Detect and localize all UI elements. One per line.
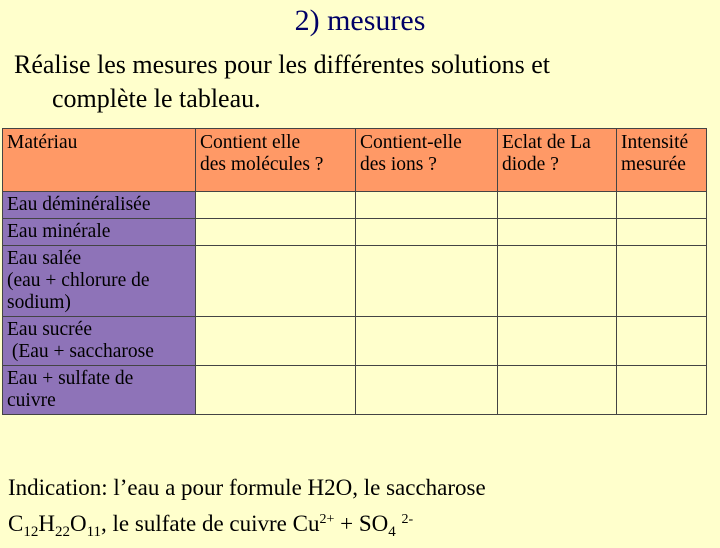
- answer-cell[interactable]: [498, 246, 617, 317]
- indication-line-2: $C_{12}H_{22}O_{11}$, le sulfate de cuivre $Cu^{2+} + SO_4$ $^{2-}$: [8, 511, 414, 540]
- answer-cell[interactable]: [196, 246, 356, 317]
- material-cell: Eau + sulfate de cuivre: [3, 366, 196, 415]
- answer-cell[interactable]: [617, 366, 707, 415]
- header-molecules: Contient elle des molécules ?: [196, 129, 356, 192]
- table-row: [3, 219, 707, 246]
- instructions: [14, 48, 704, 116]
- instructions-line-2: complète le tableau.: [52, 84, 261, 113]
- table-row: [3, 366, 707, 415]
- table-row: [3, 192, 707, 219]
- indication-line-1: Indication: l’eau a pour formule H2O, le saccharose: [8, 475, 486, 500]
- page-title: 2) mesures: [294, 4, 426, 37]
- header-diode: Eclat de La diode ?: [498, 129, 617, 192]
- table-row: [3, 246, 707, 317]
- material-cell: Eau minérale: [3, 219, 196, 246]
- answer-cell[interactable]: [617, 317, 707, 366]
- answer-cell[interactable]: [498, 366, 617, 415]
- material-cell: Eau salée (eau + chlorure de sodium): [3, 246, 196, 317]
- answer-cell[interactable]: [498, 192, 617, 219]
- material-cell: Eau sucrée (Eau + saccharose: [3, 317, 196, 366]
- header-ions: Contient-elle des ions ?: [356, 129, 498, 192]
- table-header-row: [3, 129, 707, 192]
- answer-cell[interactable]: [196, 317, 356, 366]
- answer-cell[interactable]: [196, 366, 356, 415]
- instructions-line-1: Réalise les mesures pour les différentes solutions et: [14, 50, 551, 79]
- answer-cell[interactable]: [356, 317, 498, 366]
- answer-cell[interactable]: [356, 246, 498, 317]
- measurement-table: [2, 128, 707, 415]
- answer-cell[interactable]: [617, 192, 707, 219]
- answer-cell[interactable]: [356, 366, 498, 415]
- indication-note: [8, 472, 708, 548]
- table-row: [3, 317, 707, 366]
- header-material: Matériau: [3, 129, 196, 192]
- answer-cell[interactable]: [356, 192, 498, 219]
- answer-cell[interactable]: [498, 317, 617, 366]
- material-cell: Eau déminéralisée: [3, 192, 196, 219]
- answer-cell[interactable]: [617, 219, 707, 246]
- answer-cell[interactable]: [617, 246, 707, 317]
- answer-cell[interactable]: [356, 219, 498, 246]
- answer-cell[interactable]: [196, 219, 356, 246]
- answer-cell[interactable]: [196, 192, 356, 219]
- answer-cell[interactable]: [498, 219, 617, 246]
- header-intensity: Intensité mesurée: [617, 129, 707, 192]
